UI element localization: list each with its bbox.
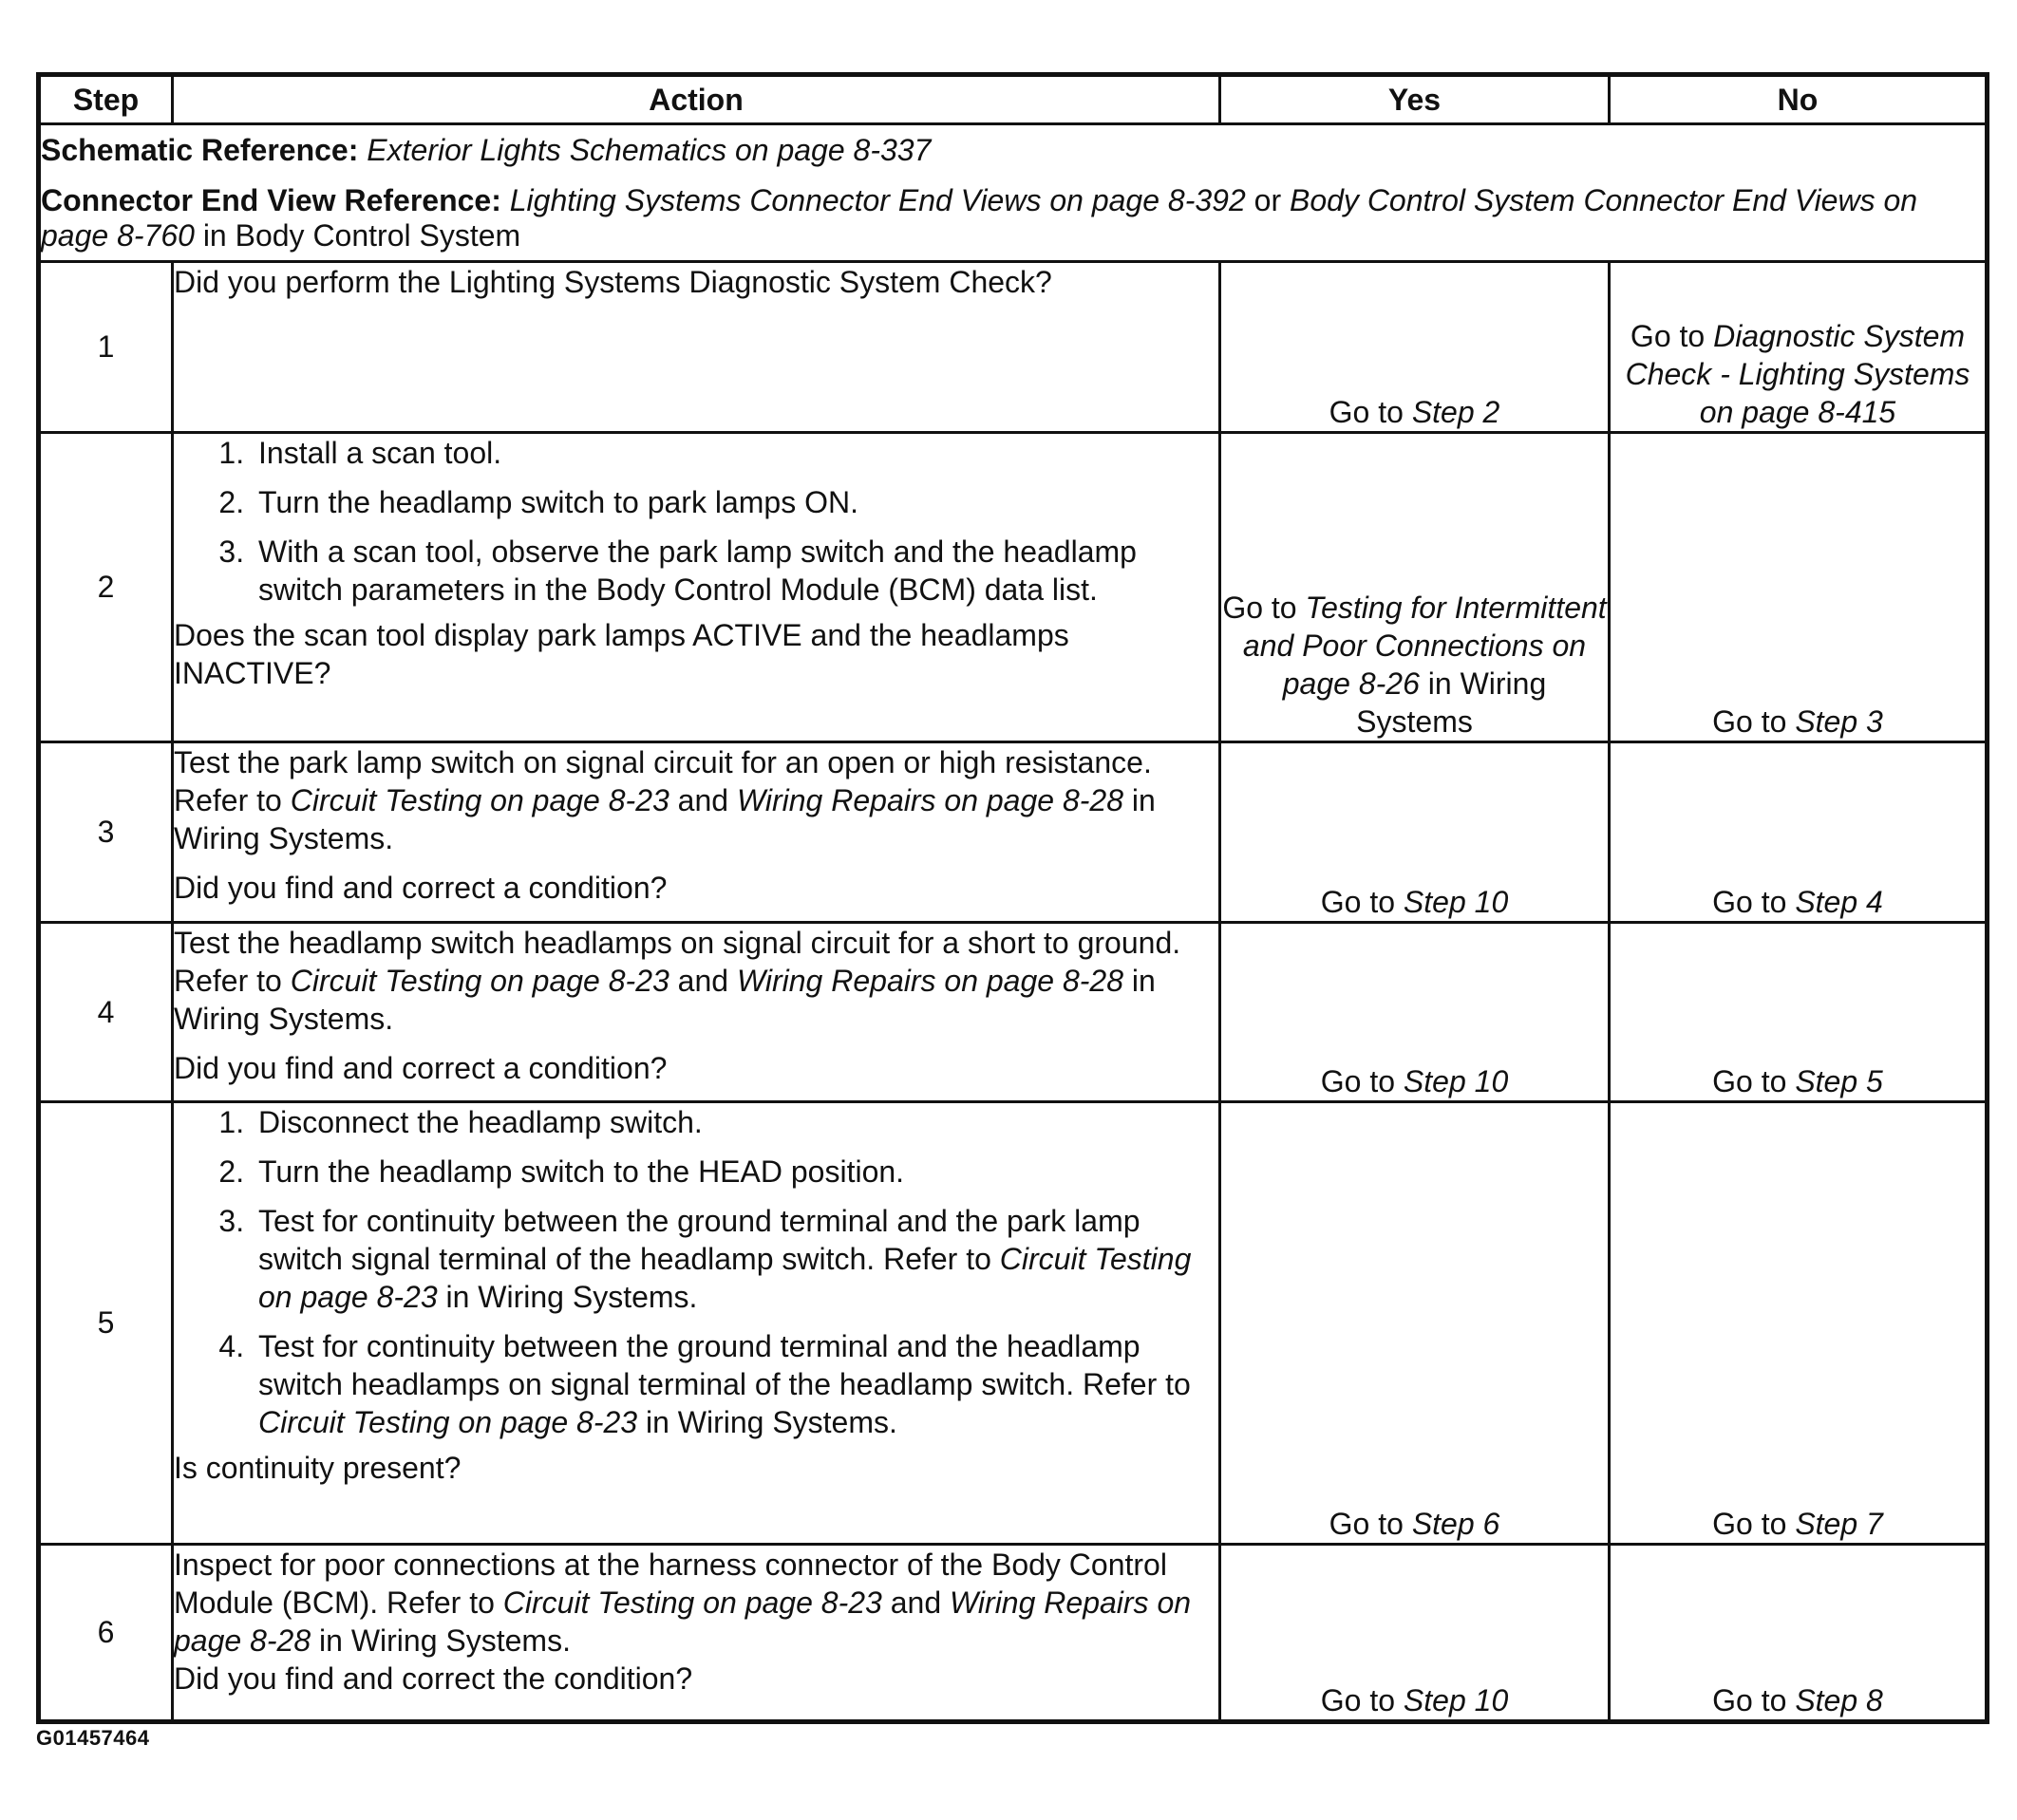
no-link[interactable]: Step 5 bbox=[1795, 1064, 1883, 1098]
no-prefix: Go to bbox=[1712, 885, 1787, 919]
no-link[interactable]: Step 4 bbox=[1795, 885, 1883, 919]
action-text bbox=[174, 743, 1218, 857]
yes-cell bbox=[1220, 262, 1610, 433]
action-step bbox=[253, 1327, 1218, 1441]
yes-cell bbox=[1220, 923, 1610, 1102]
action-step-text-post: in Wiring Systems. bbox=[445, 1280, 698, 1314]
table-row bbox=[39, 1102, 1988, 1545]
action-step: 2. Turn the headlamp switch to the HEAD position. bbox=[253, 1153, 1218, 1191]
yes-link[interactable]: Testing for Intermittent and Poor Connections on page 8-26 bbox=[1242, 591, 1607, 701]
action-step bbox=[253, 1202, 1218, 1316]
action-cell bbox=[173, 1102, 1220, 1545]
action-text-post: in Wiring Systems. bbox=[174, 964, 1156, 1036]
header-action: Action bbox=[173, 75, 1220, 124]
action-text-and: and bbox=[677, 964, 729, 998]
action-step: 1. Install a scan tool. bbox=[253, 434, 1218, 472]
action-text-pre: Test the park lamp switch on signal circuit for an open or high resistance. Refer to bbox=[174, 745, 1152, 817]
action-text-pre: Test the headlamp switch headlamps on signal circuit for a short to ground. Refer to bbox=[174, 926, 1181, 998]
step-number: 5 bbox=[39, 1102, 173, 1545]
action-text-pre: Inspect for poor connections at the harness connector of the Body Control Module (BCM). Refer to bbox=[174, 1548, 1167, 1620]
action-text-post: in Wiring Systems. bbox=[174, 783, 1156, 855]
no-cell bbox=[1610, 1102, 1988, 1545]
header-row bbox=[39, 75, 1988, 124]
no-cell bbox=[1610, 433, 1988, 742]
yes-link[interactable]: Step 10 bbox=[1403, 1683, 1509, 1717]
action-text-and: and bbox=[677, 783, 729, 817]
step-number: 2 bbox=[39, 433, 173, 742]
no-link[interactable]: Step 3 bbox=[1795, 704, 1883, 739]
yes-cell bbox=[1220, 433, 1610, 742]
figure-id: G01457464 bbox=[36, 1726, 150, 1750]
yes-prefix: Go to bbox=[1329, 395, 1404, 429]
action-question: Did you find and correct a condition? bbox=[174, 1051, 668, 1085]
action-step: 2. Turn the headlamp switch to park lamps ON. bbox=[253, 483, 1218, 521]
table-row bbox=[39, 1545, 1988, 1722]
table-row bbox=[39, 923, 1988, 1102]
header-yes: Yes bbox=[1220, 75, 1610, 124]
diagnostic-table bbox=[36, 72, 1989, 1724]
yes-prefix: Go to bbox=[1222, 591, 1297, 625]
wiring-repairs-link[interactable]: Wiring Repairs on page 8-28 bbox=[736, 964, 1123, 998]
action-cell bbox=[173, 433, 1220, 742]
yes-prefix: Go to bbox=[1320, 1683, 1396, 1717]
yes-prefix: Go to bbox=[1320, 1064, 1396, 1098]
step-number: 6 bbox=[39, 1545, 173, 1722]
no-prefix: Go to bbox=[1630, 319, 1706, 353]
no-prefix: Go to bbox=[1712, 1507, 1787, 1541]
no-link[interactable]: Diagnostic System Check - Lighting Systems on page 8-415 bbox=[1625, 319, 1970, 429]
no-cell bbox=[1610, 742, 1988, 923]
action-step-text: Test for continuity between the ground terminal and the park lamp switch signal terminal of the headlamp switch. Refer to bbox=[258, 1204, 1140, 1276]
yes-cell bbox=[1220, 742, 1610, 923]
yes-link[interactable]: Step 10 bbox=[1403, 1064, 1509, 1098]
no-cell bbox=[1610, 262, 1988, 433]
wiring-repairs-link[interactable]: Wiring Repairs on page 8-28 bbox=[736, 783, 1123, 817]
circuit-testing-link[interactable]: Circuit Testing on page 8-23 bbox=[290, 964, 669, 998]
yes-link[interactable]: Step 6 bbox=[1411, 1507, 1500, 1541]
action-text-and: and bbox=[890, 1585, 942, 1620]
action-steps-list bbox=[174, 1103, 1218, 1441]
yes-prefix: Go to bbox=[1329, 1507, 1404, 1541]
reference-row bbox=[39, 124, 1988, 262]
connector-reference bbox=[41, 183, 1985, 253]
connector-reference-label: Connector End View Reference: bbox=[41, 182, 501, 217]
action-step: 1. Disconnect the headlamp switch. bbox=[253, 1103, 1218, 1141]
circuit-testing-link[interactable]: Circuit Testing on page 8-23 bbox=[290, 783, 669, 817]
table-row bbox=[39, 262, 1988, 433]
step-number: 4 bbox=[39, 923, 173, 1102]
step-number: 3 bbox=[39, 742, 173, 923]
action-cell bbox=[173, 742, 1220, 923]
no-link[interactable]: Step 8 bbox=[1795, 1683, 1883, 1717]
no-prefix: Go to bbox=[1712, 1064, 1787, 1098]
no-prefix: Go to bbox=[1712, 704, 1787, 739]
table-row bbox=[39, 742, 1988, 923]
circuit-testing-link[interactable]: Circuit Testing on page 8-23 bbox=[258, 1405, 638, 1439]
schematic-reference-label: Schematic Reference: bbox=[41, 132, 359, 167]
action-step: 3. With a scan tool, observe the park lamp switch and the headlamp switch parameters in the Body Control Module (BCM) data list. bbox=[253, 533, 1218, 609]
action-question: Is continuity present? bbox=[174, 1451, 462, 1485]
action-cell bbox=[173, 1545, 1220, 1722]
no-cell bbox=[1610, 923, 1988, 1102]
connector-reference-link-1[interactable]: Lighting Systems Connector End Views on page 8-392 bbox=[509, 182, 1246, 217]
schematic-reference-link[interactable]: Exterior Lights Schematics on page 8-337 bbox=[367, 132, 932, 167]
action-text: Did you perform the Lighting Systems Diagnostic System Check? bbox=[174, 265, 1052, 299]
action-question: Does the scan tool display park lamps ACTIVE and the headlamps INACTIVE? bbox=[174, 618, 1069, 690]
no-prefix: Go to bbox=[1712, 1683, 1787, 1717]
circuit-testing-link[interactable]: Circuit Testing on page 8-23 bbox=[502, 1585, 882, 1620]
schematic-reference bbox=[41, 133, 1985, 168]
wiring-repairs-link[interactable]: Wiring Repairs on page 8-28 bbox=[174, 1585, 1192, 1658]
yes-cell bbox=[1220, 1545, 1610, 1722]
no-link[interactable]: Step 7 bbox=[1795, 1507, 1883, 1541]
reference-cell bbox=[39, 124, 1988, 262]
header-no: No bbox=[1610, 75, 1988, 124]
action-step-text: Test for continuity between the ground terminal and the headlamp switch headlamps on signal terminal of the headlamp switch. Refer to bbox=[258, 1329, 1191, 1401]
action-cell bbox=[173, 923, 1220, 1102]
action-text-post: in Wiring Systems. bbox=[319, 1623, 571, 1658]
circuit-testing-link[interactable]: Circuit Testing on page 8-23 bbox=[258, 1242, 1192, 1314]
header-step: Step bbox=[39, 75, 173, 124]
step-number: 1 bbox=[39, 262, 173, 433]
connector-reference-link-2[interactable]: Body Control System Connector End Views on page 8-760 bbox=[41, 182, 1918, 253]
action-question: Did you find and correct a condition? bbox=[174, 871, 668, 905]
action-step-text-post: in Wiring Systems. bbox=[645, 1405, 897, 1439]
yes-prefix: Go to bbox=[1320, 885, 1396, 919]
no-cell bbox=[1610, 1545, 1988, 1722]
connector-reference-or: or bbox=[1254, 182, 1282, 217]
table-row bbox=[39, 433, 1988, 742]
yes-cell bbox=[1220, 1102, 1610, 1545]
action-text bbox=[174, 924, 1218, 1038]
connector-reference-suffix: in Body Control System bbox=[202, 217, 521, 253]
action-cell bbox=[173, 262, 1220, 433]
action-steps-list bbox=[174, 434, 1218, 609]
yes-link[interactable]: Step 10 bbox=[1403, 885, 1509, 919]
action-text bbox=[174, 1546, 1218, 1660]
yes-link[interactable]: Step 2 bbox=[1411, 395, 1500, 429]
action-question: Did you find and correct the condition? bbox=[174, 1661, 693, 1696]
yes-suffix: in Wiring Systems bbox=[1356, 666, 1547, 739]
